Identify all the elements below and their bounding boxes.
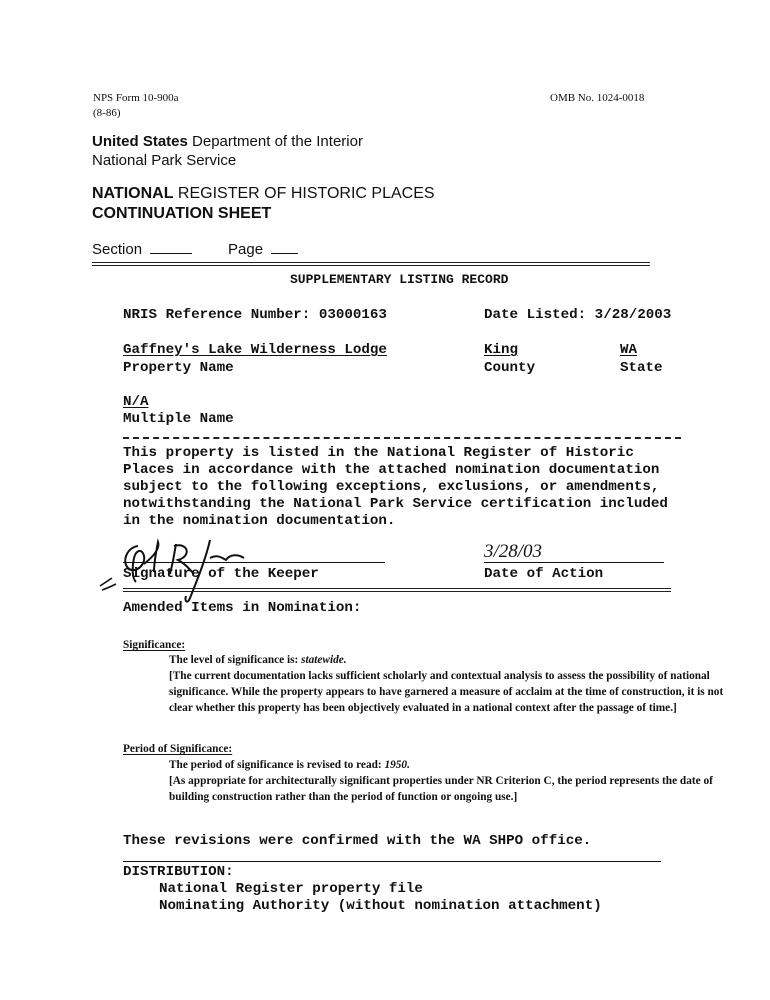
section-blank [150,239,192,254]
form-number: NPS Form 10-900a [93,92,179,104]
period-heading: Period of Significance: [123,743,233,755]
significance-heading: Significance: [123,639,186,651]
distribution-item: National Register property file [159,881,423,897]
date-listed: Date Listed: 3/28/2003 [484,307,672,323]
date-line [484,562,664,563]
significance-level-prefix: The level of significance is: [169,654,302,666]
form-date: (8-86) [93,107,121,119]
service-name: National Park Service [92,152,237,169]
header-rule [92,262,650,266]
county-value: King [484,342,519,358]
state-value: WA [620,342,638,358]
department-rest: Department of the Interior [187,133,363,150]
department-name [92,133,363,150]
nris-reference: NRIS Reference Number: 03000163 [123,307,387,323]
omb-number: OMB No. 1024-0018 [550,92,645,104]
form-title-line2: CONTINUATION SHEET [92,205,272,222]
section-field [92,239,192,258]
certification-text: This property is listed in the National Register of Historic Places in accordance with the attached nomination documentation subject to the following exceptions, exclusions, or amendments, notwithstanding the National Park Service certification included in the nomination documentation. [123,445,668,529]
period-value: 1950. [384,759,410,771]
page-label: Page [228,241,264,258]
state-label: State [620,360,663,376]
significance-level-value: statewide. [301,654,347,666]
date-of-action-value: 3/28/03 [484,541,543,562]
property-name-value: Gaffney's Lake Wilderness Lodge [123,342,387,358]
date-of-action-label: Date of Action [484,566,604,582]
signature-label: Signature of the Keeper [123,566,319,582]
county-label: County [484,360,536,376]
property-name-label: Property Name [123,360,234,376]
page-field [228,239,298,258]
distribution-item: Nominating Authority (without nomination attachment) [159,898,602,914]
distribution-heading: DISTRIBUTION: [123,864,234,880]
title-rest: REGISTER OF HISTORIC PLACES [173,185,435,202]
signature-rule [123,588,671,592]
signature-line [123,562,385,563]
dashed-divider [123,437,681,439]
significance-note: [The current documentation lacks sufficient scholarly and contextual analysis to assess the possibility of national significance. While the property appears to have garnered a measure of acclaim at the time of construction, it is not clear whether this property has been objectively evaluated in a national context after the passage of time.] [169,670,724,714]
section-label: Section [92,241,143,258]
department-bold: United States [92,133,188,150]
form-title-line1 [92,185,435,203]
multiple-name-label: Multiple Name [123,411,234,427]
significance-level [169,652,347,668]
record-heading: SUPPLEMENTARY LISTING RECORD [290,272,509,287]
period-revision [169,757,410,773]
title-bold: NATIONAL [92,185,174,202]
confirmation-text: These revisions were confirmed with the WA SHPO office. [123,833,592,849]
period-note: [As appropriate for architecturally significant properties under NR Criterion C, the period represents the date of building construction rather than the period of function or ongoing use.] [169,775,713,803]
amended-heading: Amended Items in Nomination: [123,600,362,616]
multiple-name-value: N/A [123,394,149,410]
distribution-rule [123,861,661,862]
period-prefix: The period of significance is revised to read: [169,759,385,771]
page-blank [271,239,298,254]
